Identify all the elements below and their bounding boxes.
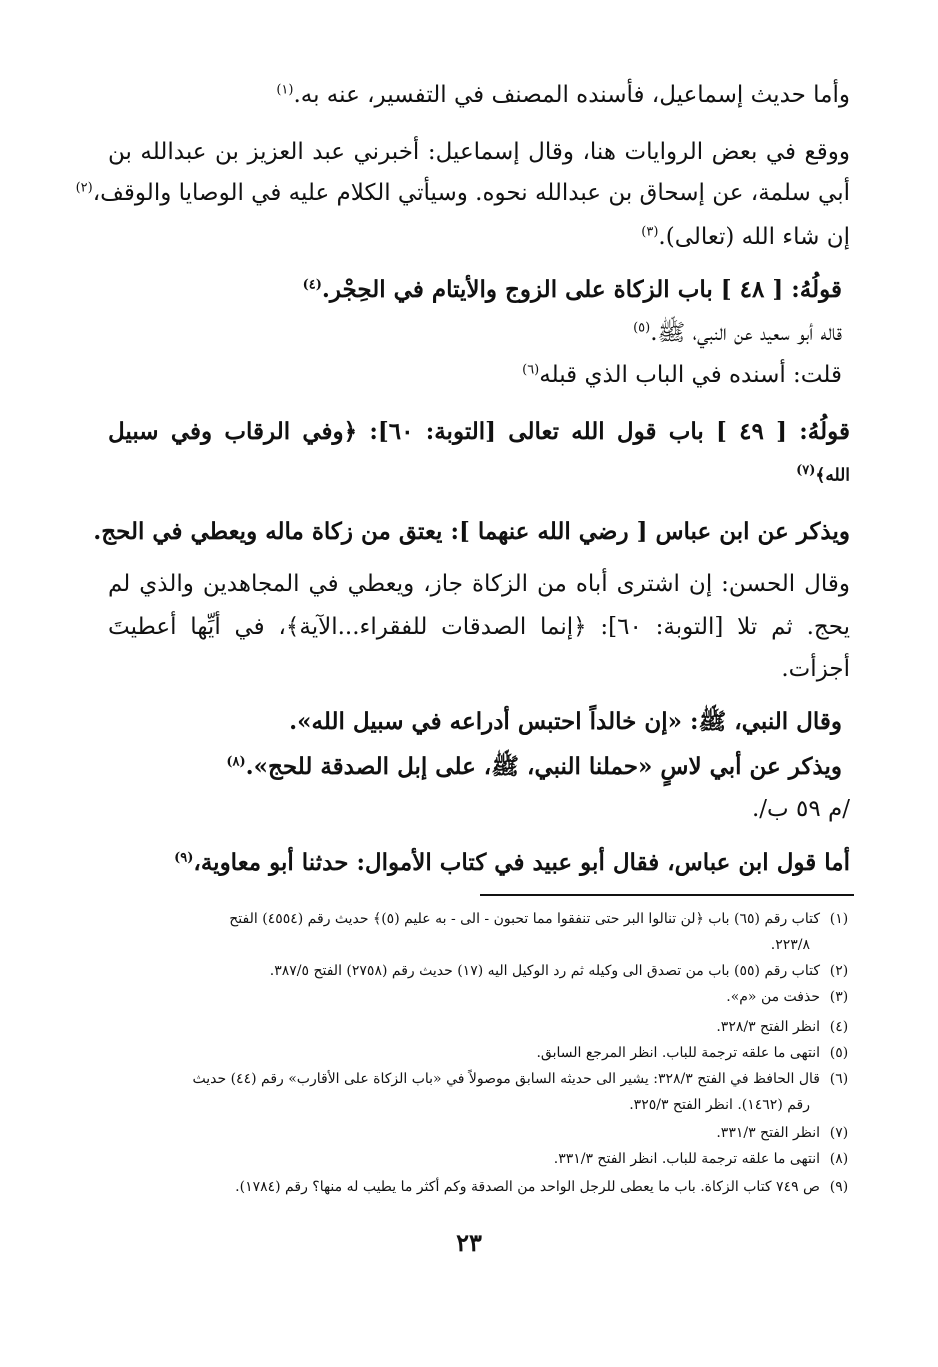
footnote-9: (٩)ص ٧٤٩ كتاب الزكاة. باب ما يعطى للرجل الواحد من الصدقة وكم أكثر ما يطيب له منها؟ رقم (١٧٨٤). [235, 1179, 849, 1195]
body-line-14: وقال النبي، ﷺ: «إن خالداً احتبس أدراعه في سبيل الله». [289, 708, 842, 735]
body-line-1: وأما حديث إسماعيل، فأسنده المصنف في التفسير، عنه به.$^{(١)}$ [276, 82, 850, 108]
footnote-6: (٦)قال الحافظ في الفتح ٣٢٨/٣: يشير الى حديثه السابق موصولاً في «باب الزكاة على الأقارب» رقم (٤٤) حديث [192, 1071, 849, 1087]
folio-marker: /م ٥٩ ب/. [751, 796, 850, 822]
body-line-2: ووقع في بعض الروايات هنا، وقال إسماعيل: أخبرني عبد العزيز بن عبدالله بن [108, 139, 850, 165]
body-line-9: الله﴾$^{(٧)}$ [796, 463, 850, 486]
footnote-separator [480, 894, 854, 896]
page-number: ٢٣ [456, 1228, 482, 1257]
body-line-7: قلت: أسنده في الباب الذي قبله$^{(٦)}$ [522, 362, 842, 388]
body-line-11: وقال الحسن: إن اشترى أباه من الزكاة جاز، ويعطي في المجاهدين والذي لم [108, 571, 850, 597]
body-line-15: ويذكر عن أبي لاسٍ «حملنا النبي، ﷺ، على إبل الصدقة للحج».$^{(٨)}$ [226, 753, 842, 780]
body-line-12: يحج. ثم تلا [التوبة: ٦٠]: ﴿إنما الصدقات للفقراء...الآية﴾، في أيِّها أعطيتَ [108, 614, 850, 640]
footnote-7: (٧)انظر الفتح ٣٣١/٣. [716, 1125, 849, 1141]
footnote-1-continuation: ٢٢٣/٨. [770, 937, 810, 953]
footnote-5: (٥)انتهى ما علقه ترجمة للباب. انظر المرجع السابق. [536, 1045, 849, 1061]
chapter-heading-49: قولُهُ: [ ٤٩ ] باب قول الله تعالى [التوبة: ٦٠]: ﴿وفي الرقاب وفي سبيل [108, 418, 850, 445]
body-line-13: أجزأت. [781, 656, 850, 682]
footnote-6-continuation: رقم (١٤٦٢). انظر الفتح ٣٢٥/٣. [629, 1097, 810, 1113]
footnote-4: (٤)انظر الفتح ٣٢٨/٣. [716, 1019, 849, 1035]
body-line-17: أما قول ابن عباس، فقال أبو عبيد في كتاب الأموال: حدثنا أبو معاوية،$^{(٩)}$ [174, 849, 850, 876]
body-line-4: إن شاء الله (تعالى).$^{(٣)}$ [641, 224, 850, 250]
body-line-10: ويذكر عن ابن عباس [ رضي الله عنهما ]: يعتق من زكاة ماله ويعطي في الحج. [93, 518, 850, 545]
body-line-3: أبي سلمة، عن إسحاق بن عبدالله نحوه. وسيأتي الكلام عليه في الوصايا والوقف،$^{(٢)}$ [75, 180, 850, 206]
footnote-8: (٨)انتهى ما علقه ترجمة للباب. انظر الفتح ٣٣١/٣. [553, 1151, 849, 1167]
chapter-heading-48: قولُهُ: [ ٤٨ ] باب الزكاة على الزوج والأيتام في الحِجْر.$^{(٤)}$ [302, 276, 842, 303]
footnote-1: (١)كتاب رقم (٦٥) باب ﴿لن تنالوا البر حتى تنفقوا مما تحبون - الى - به عليم (٥)﴾ حديث رقم (٤٥٥٤) الفتح [229, 911, 849, 927]
footnote-2: (٢)كتاب رقم (٥٥) باب من تصدق الى وكيله ثم رد الوكيل اليه (١٧) حديث رقم (٢٧٥٨) الفتح ٣٨٧/٥. [269, 963, 849, 979]
body-line-6: قاله أبو سعيد عن النبي، ﷺ.$^{(٥)}$ [633, 320, 842, 346]
footnote-3: (٣)حذفت من «م». [726, 989, 849, 1005]
